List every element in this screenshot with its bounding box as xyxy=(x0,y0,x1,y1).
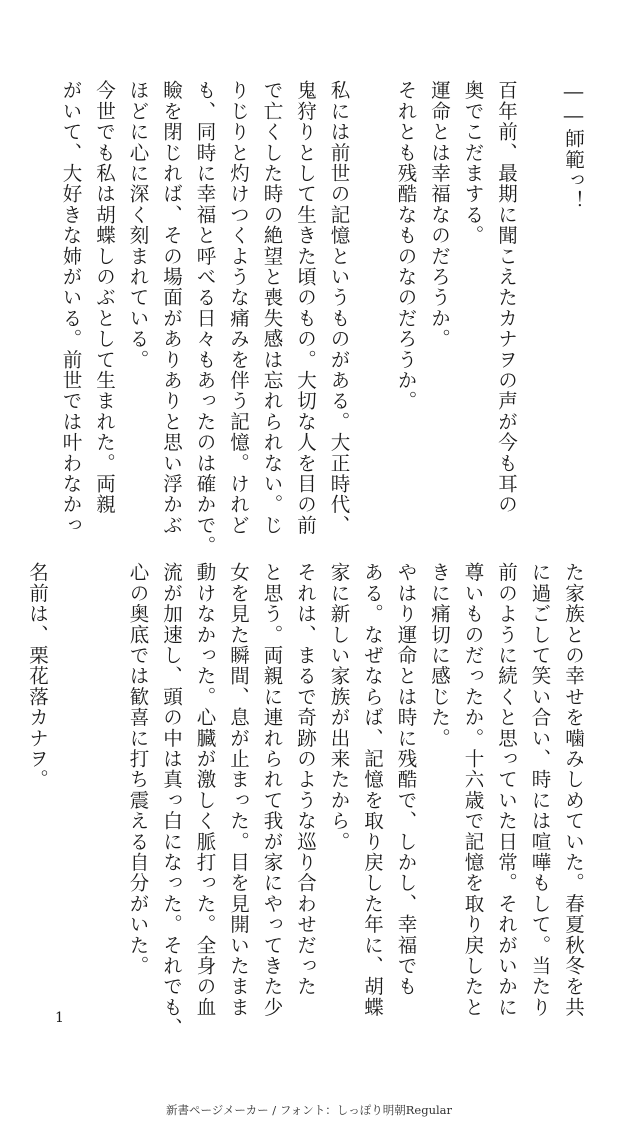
text-line: やはり運命とは時に残酷で、しかし、幸福でも xyxy=(394,562,418,997)
text-line: た家族との幸せを噛みしめていた。春夏秋冬を共 xyxy=(562,562,585,1018)
text-line: と思う。両親に連れられて我が家にやってきた少 xyxy=(260,562,284,1018)
text-line: 尊いものだったか。十六歳で記憶を取り戻したと xyxy=(461,562,485,1018)
text-line: それは、まるで奇跡のような巡り合わせだった xyxy=(294,562,317,997)
text-line: がいて、大好きな姉がいる。前世では叶わなかっ xyxy=(59,80,83,536)
text-line: ――師範っ！ xyxy=(562,80,585,212)
text-line: 瞼を閉じれば、その場面がありありと思い浮かぶ xyxy=(160,80,183,536)
text-line: 前のように続くと思っていた日常。それがいかに xyxy=(495,562,518,1018)
text-line: 心の奥底では歓喜に打ち震える自分がいた。 xyxy=(126,562,150,976)
text-line: 奥でこだまする。 xyxy=(461,80,485,246)
text-line: 家に新しい家族が出来たから。 xyxy=(327,562,351,852)
text-line: 動けなかった。心臓が激しく脈打った。全身の血 xyxy=(193,562,217,1018)
footer-credit: 新書ページメーカー / フォント：しっぽり明朝Regular xyxy=(165,1103,453,1117)
text-block-top xyxy=(54,80,590,557)
text-line: も、同時に幸福と呼べる日々もあったのは確かで。 xyxy=(193,80,217,557)
text-line: それとも残酷なものなのだろうか。 xyxy=(394,80,418,412)
page-number: 1 xyxy=(55,1010,64,1026)
text-line: りじりと灼けつくような痛みを伴う記憶。けれど xyxy=(227,80,250,536)
text-line: 名前は、栗花落カナヲ。 xyxy=(26,562,49,790)
text-line: 今世でも私は胡蝶しのぶとして生まれた。両親 xyxy=(93,80,116,515)
text-line: 女を見た瞬間、息が止まった。目を見開いたまま xyxy=(227,562,250,1018)
text-line: ある。なぜならば、記憶を取り戻した年に、胡蝶 xyxy=(361,562,384,1018)
text-line: に過ごして笑い合い、時には喧嘩もして。当たり xyxy=(528,562,552,1018)
text-line: 鬼狩りとして生きた頃のもの。大切な人を目の前 xyxy=(294,80,317,536)
text-line: 百年前、最期に聞こえたカナヲの声が今も耳の xyxy=(495,80,518,515)
blank-line xyxy=(523,80,557,530)
text-line: 流が加速し、頭の中は真っ白になった。それでも、 xyxy=(160,562,183,1039)
text-line: で亡くした時の絶望と喪失感は忘れられない。じ xyxy=(260,80,284,536)
blank-line xyxy=(54,562,88,1012)
blank-line xyxy=(88,562,122,1012)
text-line: きに痛切に感じた。 xyxy=(428,562,451,749)
text-line: ほどに心に深く刻まれている。 xyxy=(126,80,150,370)
blank-line xyxy=(356,80,390,530)
text-line: 運命とは幸福なのだろうか。 xyxy=(428,80,451,350)
text-block-bottom xyxy=(21,562,591,1039)
text-line: 私には前世の記憶というものがある。大正時代、 xyxy=(327,80,351,536)
